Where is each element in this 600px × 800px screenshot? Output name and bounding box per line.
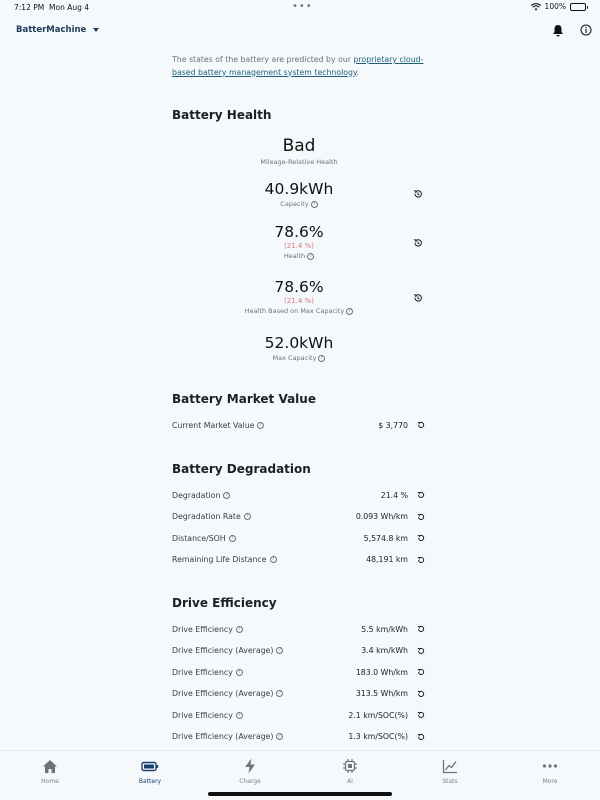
- notifications-button[interactable]: [550, 22, 566, 38]
- help-icon[interactable]: ?: [276, 647, 283, 654]
- app-name-label: BatterMachine: [16, 25, 87, 35]
- row-label: Drive Efficiency: [172, 667, 233, 677]
- history-button[interactable]: [416, 710, 426, 720]
- history-icon: [417, 711, 425, 719]
- help-icon[interactable]: ?: [307, 253, 314, 260]
- market-value-row: [172, 418, 426, 432]
- row-value: 313.5 Wh/km: [355, 689, 408, 698]
- capacity-metric: [172, 180, 426, 208]
- row-value: 5,574.8 km: [363, 533, 408, 543]
- history-icon: [417, 534, 425, 542]
- history-button[interactable]: [416, 420, 426, 430]
- status-battery-icon: [570, 3, 586, 11]
- row-value: 183.0 Wh/km: [355, 667, 408, 677]
- row-label: Remaining Life Distance: [172, 555, 267, 564]
- status-bar: [0, 0, 600, 14]
- bms-technology-link[interactable]: proprietary cloud-based battery management system technology: [172, 55, 424, 77]
- help-icon[interactable]: ?: [223, 492, 230, 499]
- row-value: 3.4 km/kWh: [361, 646, 408, 655]
- chevron-down-icon: [93, 28, 99, 32]
- history-icon: [417, 625, 425, 633]
- help-icon[interactable]: ?: [244, 513, 251, 520]
- multitask-dots[interactable]: •••: [292, 1, 313, 12]
- health-max-value: 78.6%: [274, 278, 324, 296]
- history-icon: [417, 421, 425, 429]
- history-icon: [417, 513, 425, 521]
- metric-row: [172, 531, 426, 545]
- metric-row: [172, 488, 426, 502]
- overall-health-value: Bad: [282, 136, 316, 156]
- metric-row: [172, 622, 426, 636]
- row-value: 0.093 Wh/km: [355, 512, 408, 521]
- help-icon[interactable]: ?: [236, 669, 243, 676]
- row-label: Drive Efficiency (Average): [172, 689, 274, 698]
- health-history-button[interactable]: [412, 237, 424, 249]
- history-icon: [413, 189, 423, 199]
- row-value: 21.4 %: [380, 490, 408, 500]
- market-value-title: Battery Market Value: [172, 392, 316, 406]
- metric-row: [172, 665, 426, 679]
- history-icon: [413, 238, 423, 248]
- history-button[interactable]: [416, 667, 426, 677]
- chart-line-icon: [442, 759, 458, 774]
- tab-home[interactable]: [20, 757, 80, 785]
- history-button[interactable]: [416, 555, 426, 565]
- help-icon[interactable]: ?: [257, 422, 264, 429]
- history-icon: [417, 668, 425, 676]
- battery-icon: [141, 761, 159, 772]
- help-icon[interactable]: ?: [276, 733, 283, 740]
- metric-row: [172, 553, 426, 567]
- history-icon: [417, 647, 425, 655]
- health-delta: (21.4 %): [284, 242, 314, 250]
- history-button[interactable]: [416, 732, 426, 742]
- info-icon: [580, 24, 592, 36]
- help-icon[interactable]: ?: [270, 556, 277, 563]
- row-label: Distance/SOH: [172, 533, 226, 543]
- capacity-value: 40.9kWh: [264, 180, 334, 198]
- row-label: Drive Efficiency (Average): [172, 646, 274, 655]
- tab-more[interactable]: [520, 757, 580, 785]
- status-right: [531, 2, 586, 11]
- row-value: 2.1 km/SOC(%): [348, 710, 408, 720]
- health-metric: [172, 223, 426, 260]
- overall-health-label: Mileage-Relative Health: [260, 158, 338, 166]
- health-max-history-button[interactable]: [412, 292, 424, 304]
- metric-row: [172, 510, 426, 524]
- help-icon[interactable]: ?: [229, 535, 236, 542]
- help-icon[interactable]: ?: [346, 308, 353, 315]
- tab-ai[interactable]: [320, 757, 380, 785]
- health-max-metric: [172, 278, 426, 315]
- history-button[interactable]: [416, 624, 426, 634]
- battery-health-title: Battery Health: [172, 108, 272, 122]
- metric-row: [172, 708, 426, 722]
- row-label: Drive Efficiency (Average): [172, 732, 274, 741]
- tab-label: Stats: [442, 778, 458, 785]
- capacity-label: Capacity: [280, 200, 309, 208]
- history-button[interactable]: [416, 512, 426, 522]
- row-value: 1.3 km/SOC(%): [348, 732, 408, 741]
- row-label: Degradation: [172, 490, 221, 500]
- tab-label: More: [542, 778, 558, 785]
- tab-label: AI: [347, 778, 353, 785]
- max-capacity-value: 52.0kWh: [264, 334, 334, 352]
- row-label: Degradation Rate: [172, 512, 241, 521]
- row-value: 5.5 km/kWh: [361, 624, 408, 634]
- history-button[interactable]: [416, 689, 426, 699]
- info-button[interactable]: [578, 22, 594, 38]
- health-max-delta: (21.4 %): [284, 297, 314, 305]
- vehicle-selector[interactable]: [16, 25, 99, 35]
- help-icon[interactable]: ?: [318, 355, 325, 362]
- health-label: Health: [283, 252, 306, 260]
- overall-health-metric: [172, 136, 426, 166]
- history-button[interactable]: [416, 490, 426, 500]
- health-value: 78.6%: [274, 223, 324, 241]
- app-header: [0, 18, 600, 44]
- history-icon: [417, 556, 425, 564]
- intro-text: The states of the battery are predicted by our proprietary cloud-based battery management system technology.: [172, 55, 424, 77]
- row-value: 48,191 km: [366, 555, 408, 564]
- tab-stats[interactable]: [420, 757, 480, 785]
- degradation-title: Battery Degradation: [172, 462, 311, 476]
- history-icon: [417, 733, 425, 741]
- history-icon: [417, 690, 425, 698]
- wifi-icon: [531, 3, 541, 11]
- row-label: Current Market Value: [172, 420, 255, 430]
- efficiency-title: Drive Efficiency: [172, 596, 277, 610]
- metric-row: [172, 644, 426, 658]
- tab-label: Home: [41, 778, 59, 785]
- row-label: Drive Efficiency: [172, 624, 233, 634]
- metric-row: [172, 730, 426, 744]
- help-icon[interactable]: ?: [236, 712, 243, 719]
- tab-label: Battery: [138, 778, 162, 785]
- help-icon[interactable]: ?: [276, 690, 283, 697]
- row-label: Drive Efficiency: [172, 710, 233, 720]
- battery-percent: 100%: [544, 2, 566, 11]
- tab-battery[interactable]: [120, 757, 180, 785]
- status-time: 7:12 PM Mon Aug 4: [14, 3, 90, 12]
- max-capacity-label: Max Capacity: [272, 354, 317, 362]
- history-button[interactable]: [416, 533, 426, 543]
- history-icon: [413, 293, 423, 303]
- tab-charge[interactable]: [220, 757, 280, 785]
- row-value: $ 3,770: [378, 420, 408, 430]
- capacity-history-button[interactable]: [412, 188, 424, 200]
- metric-row: [172, 687, 426, 701]
- health-max-label: Health Based on Max Capacity: [244, 307, 345, 315]
- help-icon[interactable]: ?: [236, 626, 243, 633]
- home-indicator[interactable]: [208, 792, 392, 796]
- bolt-icon: [244, 758, 256, 774]
- history-icon: [417, 491, 425, 499]
- tab-label: Charge: [239, 778, 261, 785]
- home-icon: [42, 759, 58, 774]
- history-button[interactable]: [416, 646, 426, 656]
- max-capacity-metric: [172, 334, 426, 362]
- more-icon: [542, 764, 558, 768]
- bell-icon: [552, 24, 564, 37]
- help-icon[interactable]: ?: [311, 201, 318, 208]
- chip-icon: [342, 758, 358, 774]
